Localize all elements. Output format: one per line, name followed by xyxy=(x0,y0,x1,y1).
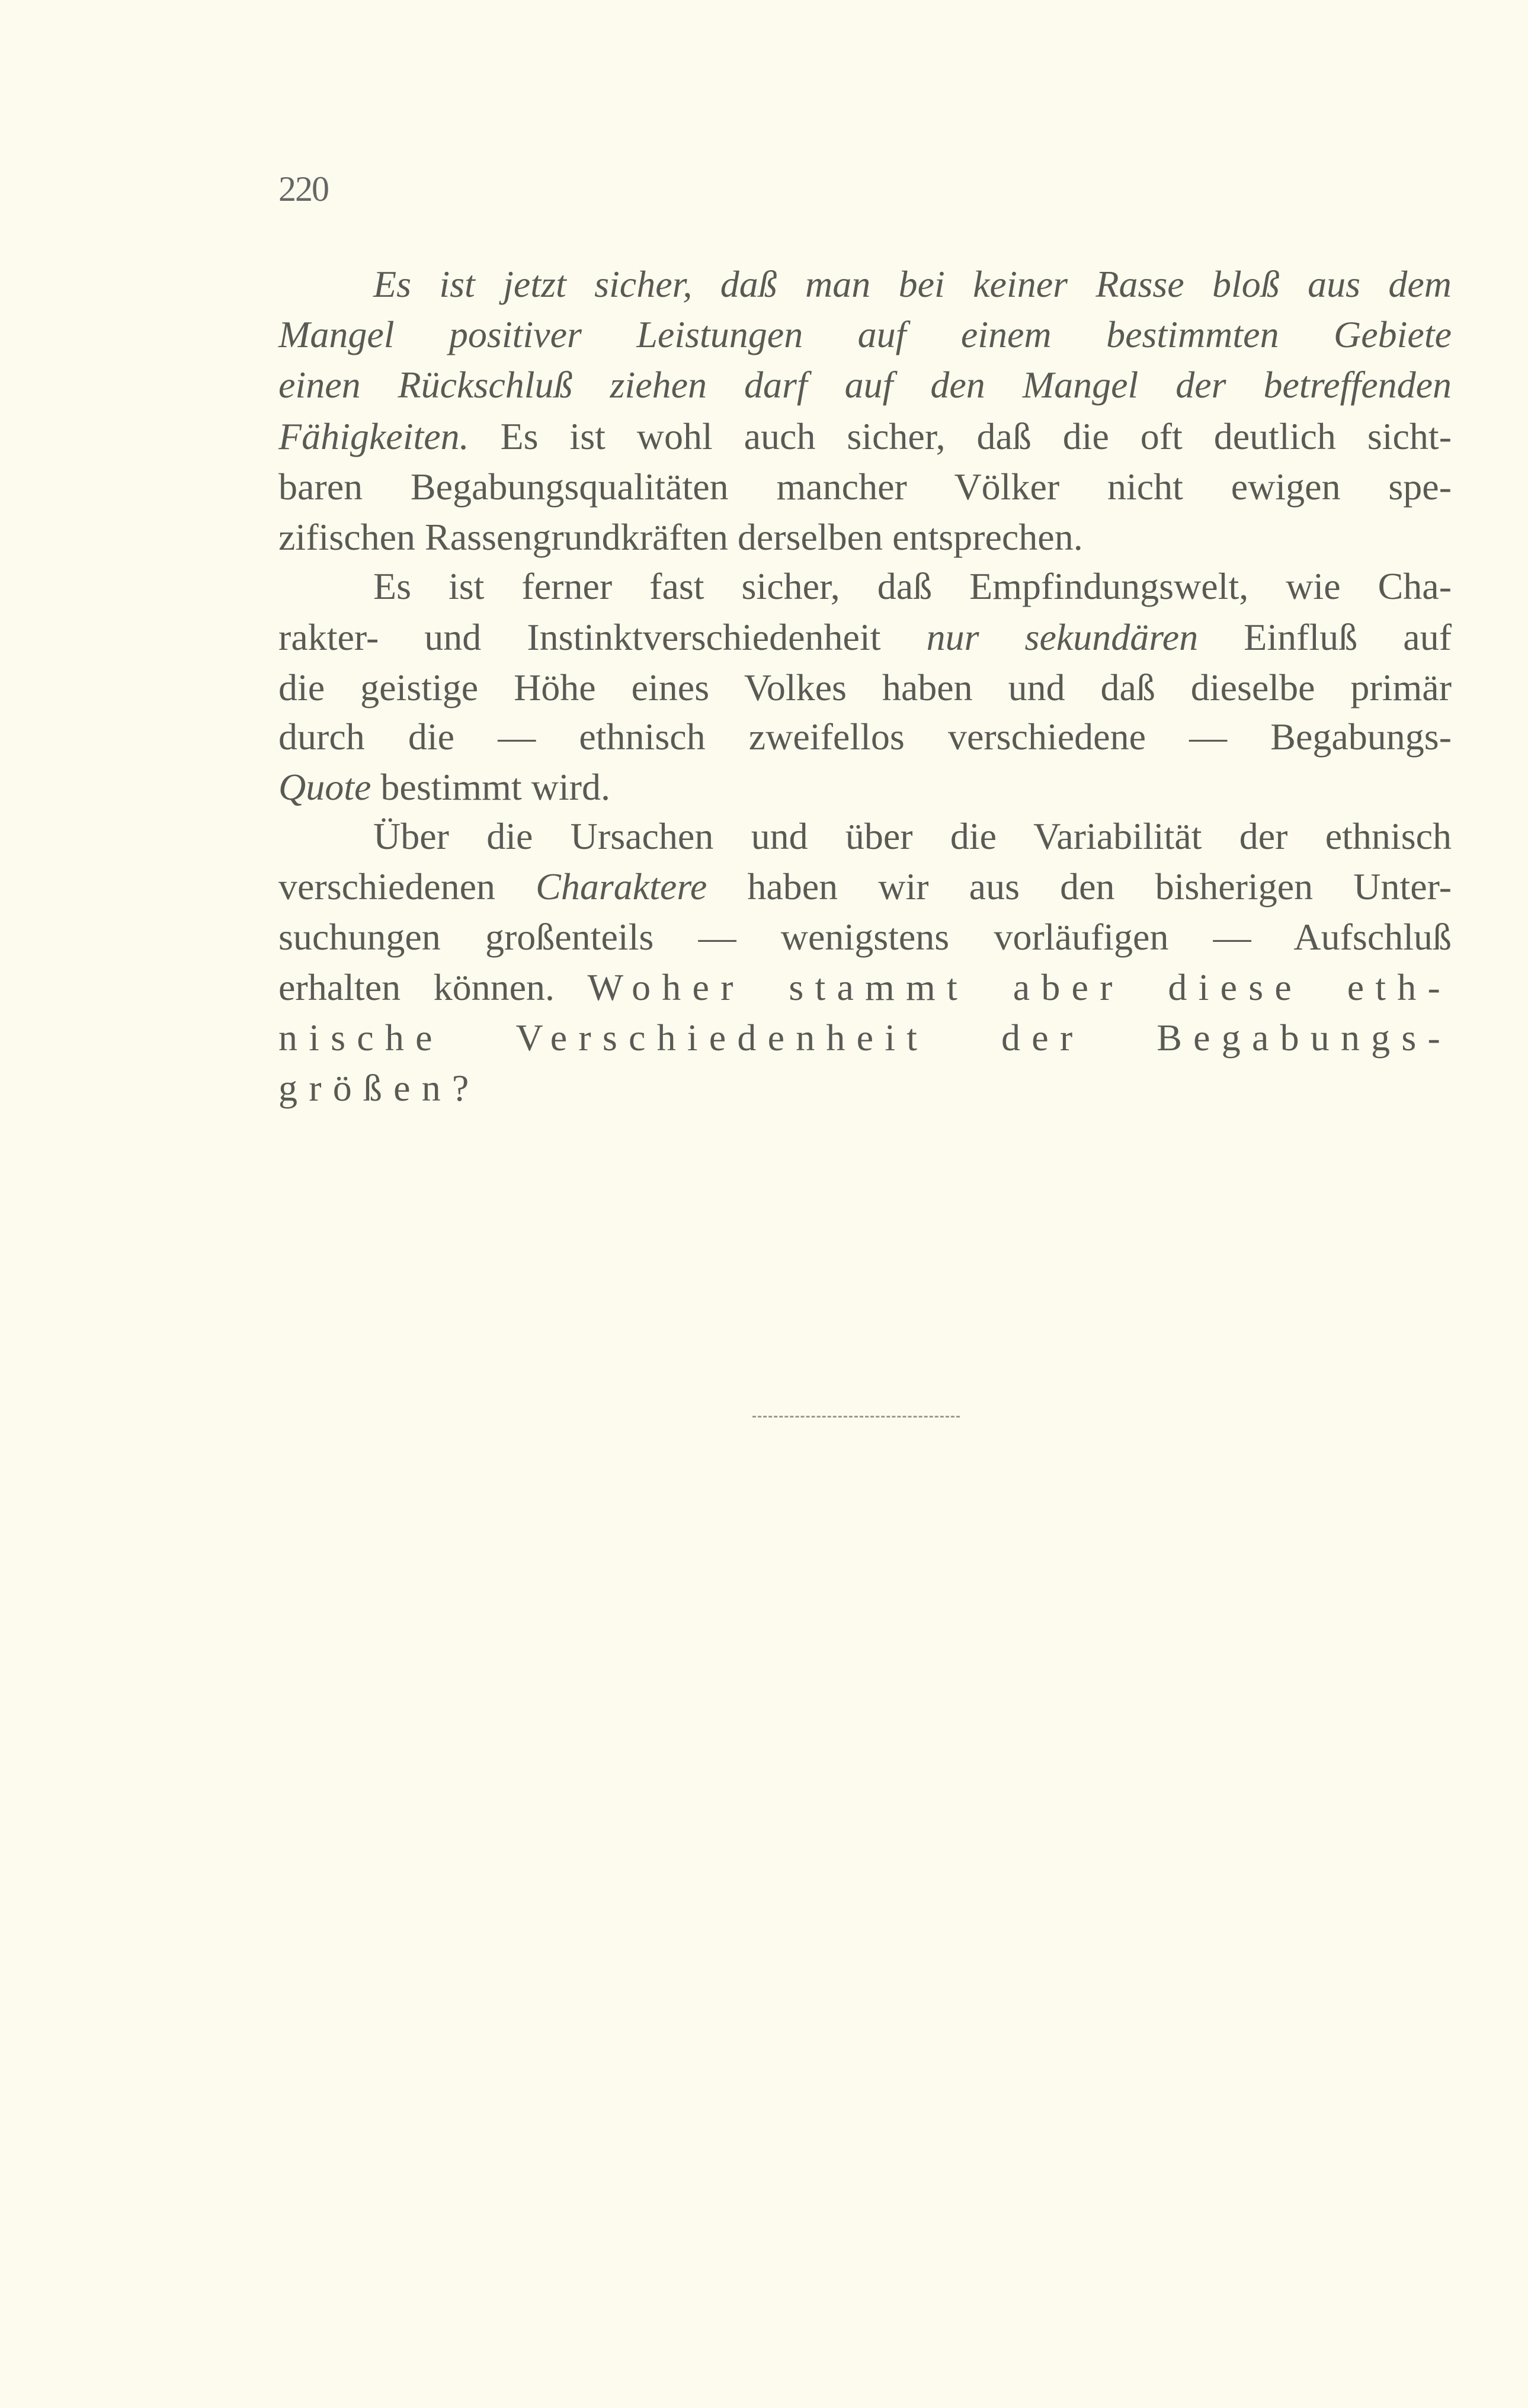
text-segment: haben wir aus den bisherigen Unter- xyxy=(707,865,1452,908)
text-segment: Einfluß auf xyxy=(1198,616,1452,658)
page-number: 220 xyxy=(278,169,328,209)
text-segment: suchungen großenteils — wenigstens vorläufigen — Aufschluß xyxy=(278,916,1452,958)
text-line xyxy=(278,361,1452,409)
text-segment: bestimmt wird. xyxy=(371,766,610,808)
text-line xyxy=(278,1014,1452,1062)
text-line xyxy=(278,1064,1452,1112)
text-segment: Es ist wohl auch sicher, daß die oft deutlich sicht- xyxy=(469,415,1452,457)
emphasis-text: Fähigkeiten. xyxy=(278,415,469,457)
text-line xyxy=(278,964,1452,1011)
text-segment: Es ist ferner fast sicher, daß Empfindungswelt, wie Cha- xyxy=(373,565,1452,607)
text-line xyxy=(278,514,1452,561)
spaced-emphasis-text: nische Verschiedenheit der Begabungs- xyxy=(278,1017,1452,1059)
emphasis-text: Es ist jetzt sicher, daß man bei keiner Rasse bloß aus dem xyxy=(373,263,1452,305)
text-line xyxy=(278,261,1452,308)
end-ornament xyxy=(752,1416,960,1422)
text-line xyxy=(278,764,1452,811)
emphasis-text: einen Rückschluß ziehen darf auf den Mangel der betreffenden xyxy=(278,364,1452,406)
text-segment: zifischen Rassengrundkräften derselben entsprechen. xyxy=(278,516,1083,558)
spaced-emphasis-text: größen? xyxy=(278,1067,480,1109)
text-line xyxy=(278,664,1452,711)
text-line xyxy=(278,713,1452,761)
text-line xyxy=(278,614,1452,661)
emphasis-text: Quote xyxy=(278,766,371,808)
text-line xyxy=(278,913,1452,961)
text-segment: erhalten können. xyxy=(278,966,588,1008)
emphasis-text: nur sekundären xyxy=(926,616,1199,658)
text-line xyxy=(278,311,1452,358)
text-segment: durch die — ethnisch zweifellos verschiedene — Begabungs- xyxy=(278,716,1452,758)
text-line xyxy=(278,463,1452,511)
text-segment: verschiedenen xyxy=(278,865,536,908)
text-line xyxy=(278,863,1452,910)
text-line xyxy=(278,413,1452,460)
text-segment: Über die Ursachen und über die Variabilität der ethnisch xyxy=(373,815,1452,857)
text-segment: rakter- und Instinktverschiedenheit xyxy=(278,616,927,658)
text-segment: baren Begabungsqualitäten mancher Völker nicht ewigen spe- xyxy=(278,466,1452,508)
spaced-emphasis-text: Woher stammt aber diese eth- xyxy=(587,966,1452,1008)
emphasis-text: Mangel positiver Leistungen auf einem bestimmten Gebiete xyxy=(278,313,1452,355)
text-segment: die geistige Höhe eines Volkes haben und daß dieselbe primär xyxy=(278,666,1452,708)
text-line xyxy=(278,563,1452,610)
emphasis-text: Charaktere xyxy=(536,865,707,908)
text-line xyxy=(278,813,1452,860)
